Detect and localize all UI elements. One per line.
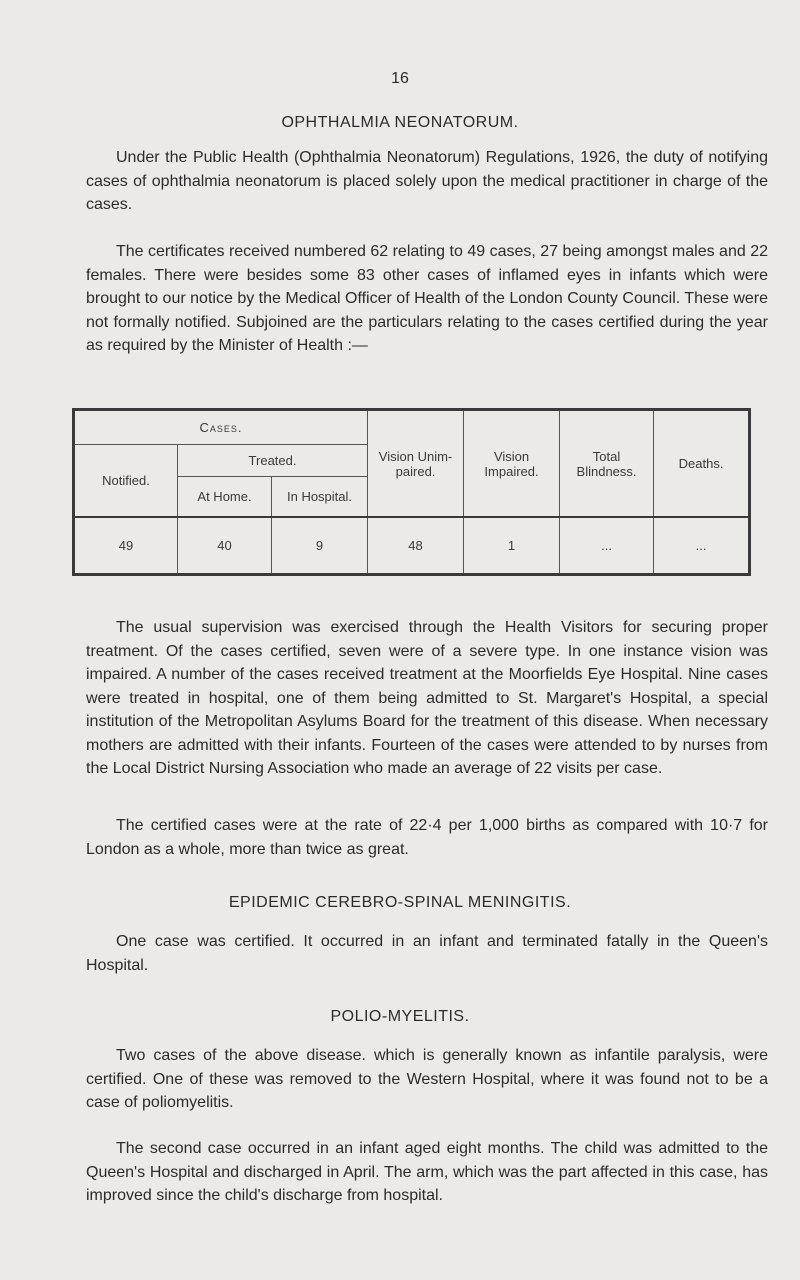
header-total-blindness: Total Blindness. (560, 410, 654, 518)
header-treated: Treated. (178, 444, 368, 477)
cell-deaths: ... (654, 517, 750, 574)
cell-vision-unimpaired: 48 (368, 517, 464, 574)
header-in-hospital: In Hospital. (272, 477, 368, 518)
cell-at-home: 40 (178, 517, 272, 574)
section-title-polio: POLIO-MYELITIS. (330, 1008, 470, 1025)
ophthalmia-statistics-table (72, 408, 751, 576)
header-at-home: At Home. (178, 477, 272, 518)
header-notified: Notified. (74, 444, 178, 517)
section-title-meningitis: EPIDEMIC CEREBRO-SPINAL MENINGITIS. (228, 894, 572, 911)
cell-vision-impaired: 1 (464, 517, 560, 574)
meningitis-paragraph-1: One case was certified. It occurred in an infant and terminated fatally in the Queen's Hospital. (86, 933, 768, 974)
ophthalmia-paragraph-3: The usual supervision was exercised through the Health Visitors for securing proper treatment. Of the cases certified, seven were of a severe type. In one instance vision was impaired. A number of the cases received treatment at the Moorfields Eye Hospital. Nine cases were treated in hospital, one of them being admitted to St. Margaret's Hospital, a special institution of the Metropolitan Asylums Board for the treatment of this disease. When necessary mothers are admitted with their infants. Fourteen of the cases were attended to by nurses from the Local District Nursing Association who made an average of 22 visits per case. (86, 619, 768, 777)
ophthalmia-paragraph-1: Under the Public Health (Ophthalmia Neonatorum) Regulations, 1926, the duty of notifying cases of ophthalmia neonatorum is placed solely upon the medical practitioner in charge of the cases. (86, 149, 768, 213)
header-cases: Cases. (74, 410, 368, 445)
header-deaths: Deaths. (654, 410, 750, 518)
header-vision-impaired: Vision Impaired. (464, 410, 560, 518)
ophthalmia-paragraph-4: The certified cases were at the rate of 22·4 per 1,000 births as compared with 10·7 for London as a whole, more than twice as great. (86, 817, 768, 858)
cell-notified: 49 (74, 517, 178, 574)
polio-paragraph-1: Two cases of the above disease. which is generally known as infantile paralysis, were certified. One of these was removed to the Western Hospital, where it was found not to be a case of poliomyelitis. (86, 1047, 768, 1111)
page-number: 16 (391, 70, 409, 87)
ophthalmia-paragraph-2: The certificates received numbered 62 relating to 49 cases, 27 being amongst males and 22 females. There were besides some 83 other cases of inflamed eyes in infants which were brought to our notice by the Medical Officer of Health of the London County Council. These were not formally notified. Subjoined are the particulars relating to the cases certified during the year as required by the Minister of Health :— (86, 243, 768, 354)
polio-paragraph-2: The second case occurred in an infant aged eight months. The child was admitted to the Queen's Hospital and discharged in April. The arm, which was the part affected in this case, has improved since the child's discharge from hospital. (86, 1140, 768, 1204)
header-vision-unimpaired: Vision Unim- paired. (368, 410, 464, 518)
table-row (74, 517, 750, 574)
cell-in-hospital: 9 (272, 517, 368, 574)
section-title-ophthalmia: OPHTHALMIA NEONATORUM. (281, 114, 519, 131)
cell-total-blindness: ... (560, 517, 654, 574)
